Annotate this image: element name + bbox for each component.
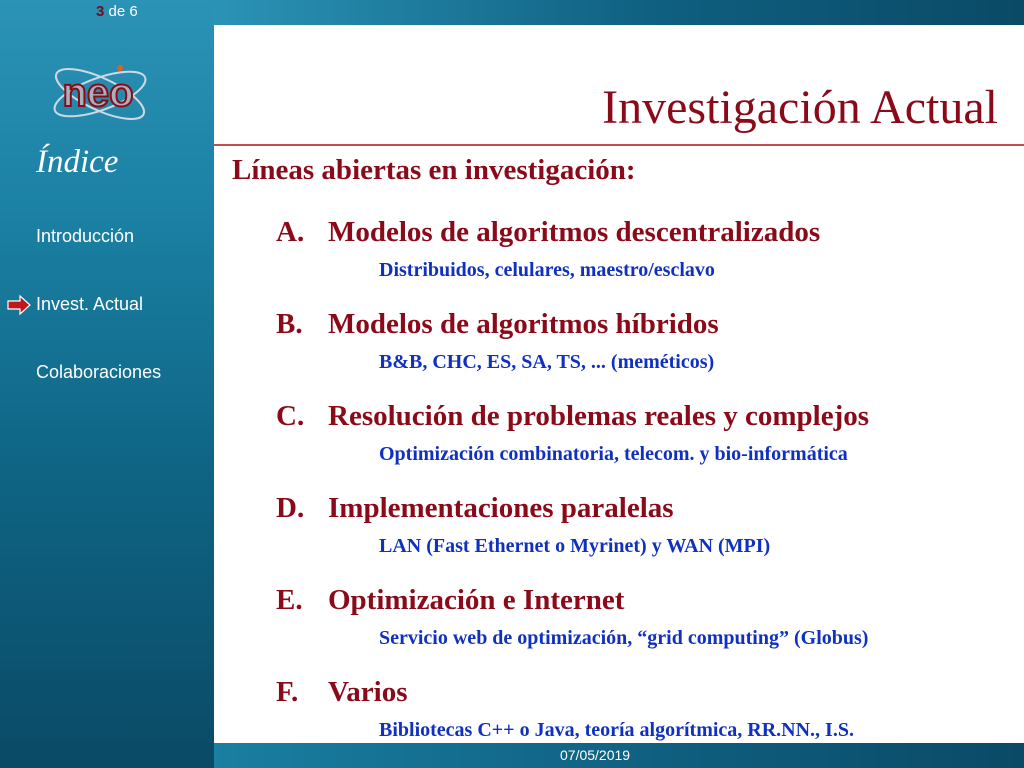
page-number: 3: [96, 3, 105, 20]
item-letter: F.: [276, 676, 299, 708]
top-bar: [214, 0, 1024, 25]
item-detail: B&B, CHC, ES, SA, TS, ... (meméticos): [379, 351, 715, 373]
sidebar: [0, 0, 214, 768]
item-detail: Optimización combinatoria, telecom. y bio-informática: [379, 443, 848, 465]
item-letter: B.: [276, 308, 303, 340]
item-letter: E.: [276, 584, 303, 616]
item-detail: Distribuidos, celulares, maestro/esclavo: [379, 259, 715, 281]
item-title: Modelos de algoritmos descentralizados: [328, 216, 821, 248]
logo-text: neo: [62, 71, 134, 115]
item-title: Resolución de problemas reales y complejos: [328, 400, 870, 432]
slide-title: Investigación Actual: [602, 81, 998, 134]
item-title: Varios: [328, 676, 408, 708]
item-title: Optimización e Internet: [328, 584, 625, 616]
sidebar-item-introduccion[interactable]: Introducción: [36, 226, 135, 246]
arrow-right-icon: [7, 294, 31, 316]
item-letter: A.: [276, 216, 305, 248]
item-title: Modelos de algoritmos híbridos: [328, 308, 719, 340]
index-title: Índice: [36, 144, 119, 180]
page-counter: [96, 3, 138, 20]
item-detail: Servicio web de optimización, “grid computing” (Globus): [379, 627, 869, 649]
footer-date: 07/05/2019: [560, 747, 631, 763]
sidebar-item-colaboraciones[interactable]: Colaboraciones: [36, 362, 162, 382]
section-heading: Líneas abiertas en investigación:: [232, 154, 636, 186]
sidebar-item-invest-actual[interactable]: Invest. Actual: [36, 294, 144, 314]
item-letter: D.: [276, 492, 305, 524]
page-total: de 6: [108, 3, 138, 20]
item-detail: LAN (Fast Ethernet o Myrinet) y WAN (MPI): [379, 535, 771, 557]
item-title: Implementaciones paralelas: [328, 492, 674, 524]
item-letter: C.: [276, 400, 305, 432]
neo-atom-logo: [40, 58, 160, 128]
title-divider: [214, 144, 1024, 146]
item-detail: Bibliotecas C++ o Java, teoría algorítmica, RR.NN., I.S.: [379, 719, 854, 741]
